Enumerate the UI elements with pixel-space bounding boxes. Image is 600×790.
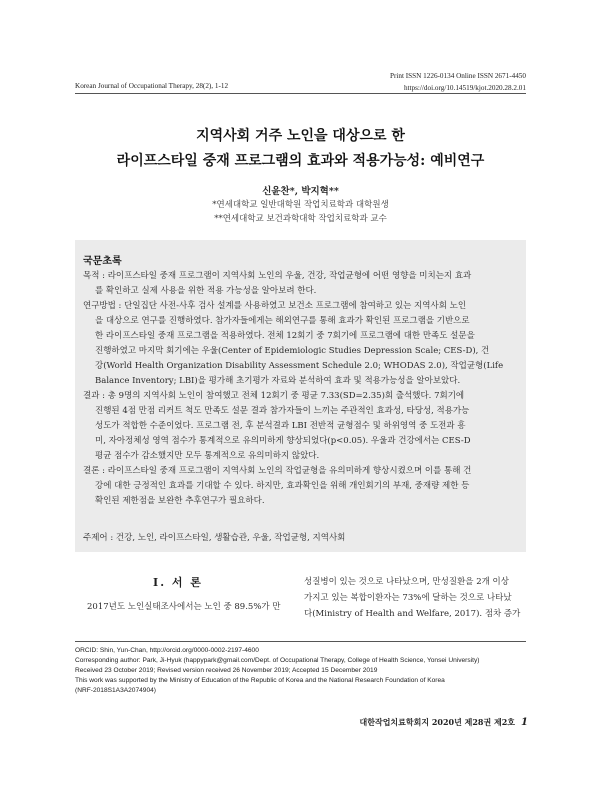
footnote-grant-number: (NRF-2018S1A3A2074904)	[75, 687, 157, 694]
abstract-line: 를 확인하고 실제 사용을 위한 적용 가능성을 알아보려 한다.	[95, 286, 317, 296]
intro-right-column	[304, 574, 526, 622]
page-footer	[360, 717, 528, 728]
abstract-line: 성도가 적합한 수준이었다. 프로그램 전, 후 분석결과 LBI 전반적 균형점수 및 하위영역 중 도전과 흥	[95, 421, 466, 431]
affiliation-2: **연세대학교 보건과학대학 작업치료학과 교수	[214, 214, 387, 224]
footnote-received-dates: Received 23 October 2019; Revised version received 26 November 2019; Accepted 15 December 2019	[75, 667, 378, 674]
header-divider	[75, 93, 526, 94]
footer-journal-issue: 대한작업치료학회지 2020년 제28권 제2호	[359, 717, 516, 727]
intro-right-line: 성질병이 있는 것으로 나타났으며, 만성질환을 2개 이상	[304, 577, 509, 587]
section-heading-introduction: Ⅰ. 서 론	[153, 576, 203, 589]
abstract-line: 미, 자아정체성 영역 점수가 통계적으로 유의미하게 향상되었다(p<0.05). 우울과 건강에서는 CES-D	[95, 436, 471, 446]
abstract-body	[83, 269, 521, 509]
footnote-corresponding-author: Corresponding author: Park, Ji-Hyuk (happypark@gmail.com/Dept. of Occupational Therapy, College of Health Science, Yonsei University)	[75, 657, 480, 664]
abstract-line: 강에 대한 긍정적인 효과를 기대할 수 있다. 하지만, 효과확인을 위해 개인회기의 부재, 중재량 제한 등	[95, 481, 470, 491]
abstract-line: 을 대상으로 연구를 진행하였다. 참가자들에게는 해외연구를 통해 효과가 확인된 프로그램을 기반으로	[95, 316, 470, 326]
abstract-line: 결과 : 총 9명의 지역사회 노인이 참여했고 전체 12회기 중 평균 7.33(SD=2.35)회 출석했다. 7회기에	[83, 391, 465, 401]
issn-doi-block	[390, 70, 526, 94]
paper-title-line-1: 지역사회 거주 노인을 대상으로 한	[196, 128, 405, 144]
abstract-line: 강(World Health Organization Disability Assessment Schedule 2.0; WHODAS 2.0), 작업균형(Life	[95, 361, 504, 371]
page-number: 1	[521, 717, 528, 728]
abstract-heading: 국문초록	[83, 256, 122, 267]
abstract-line: Balance Inventory; LBI)을 평가해 초기평가 자료와 분석하여 효과 및 적용가능성을 알아보았다.	[95, 376, 461, 386]
footnotes	[75, 646, 535, 696]
abstract-line: 한 라이프스타일 중재 프로그램을 적용하였다. 전체 12회기 중 7회기에 프로그램에 대한 만족도 설문을	[95, 331, 475, 341]
footnote-orcid[interactable]: ORCID: Shin, Yun-Chan, http://orcid.org/0000-0002-2197-4600	[75, 647, 259, 654]
paper-title-line-2: 라이프스타일 중재 프로그램의 효과와 적용가능성: 예비연구	[116, 153, 485, 169]
keywords: 주제어 : 건강, 노인, 라이프스타일, 생활습관, 우울, 작업균형, 지역사회	[83, 533, 346, 543]
intro-right-line: 가지고 있는 복합이환자는 73%에 달하는 것으로 나타났	[304, 593, 512, 603]
abstract-line: 평균 점수가 감소했지만 모두 통계적으로 유의미하지 않았다.	[95, 451, 320, 461]
footnote-funding: This work was supported by the Ministry of Education of the Republic of Korea and the National Research Foundation of Korea	[75, 677, 445, 684]
doi-link[interactable]: https://doi.org/10.14519/kjot.2020.28.2.01	[403, 84, 526, 92]
journal-citation: Korean Journal of Occupational Therapy, 28(2), 1-12	[75, 82, 229, 90]
footnote-divider	[75, 641, 526, 642]
abstract-line: 확인된 제한점을 보완한 추후연구가 필요하다.	[95, 496, 265, 506]
intro-right-line: 다(Ministry of Health and Welfare, 2017). 점차 증가	[304, 609, 521, 619]
author-list: 신윤찬*, 박지혁**	[262, 186, 339, 197]
abstract-line: 진행하였고 마지막 회기에는 우울(Center of Epidemiologic Studies Depression Scale; CES-D), 건	[95, 346, 490, 356]
abstract-line: 목적 : 라이프스타일 중재 프로그램이 지역사회 노인의 우울, 건강, 작업균형에 어떤 영향을 미치는지 효과	[83, 271, 472, 281]
abstract-line: 연구방법 : 단일집단 사전-사후 검사 설계를 사용하였고 보건소 프로그램에 참여하고 있는 지역사회 노인	[83, 301, 467, 311]
affiliation-1: *연세대학교 일반대학원 작업치료학과 대학원생	[212, 200, 389, 210]
intro-left-column-text: 2017년도 노인실태조사에서는 노인 중 89.5%가 만	[87, 602, 281, 612]
issn: Print ISSN 1226-0134 Online ISSN 2671-4450	[390, 72, 526, 80]
abstract-line: 결론 : 라이프스타일 중재 프로그램이 지역사회 노인의 작업균형을 유의미하게 향상시켰으며 이를 통해 건	[83, 466, 472, 476]
abstract-line: 진행된 4점 만점 리커트 척도 만족도 설문 결과 참가자들이 느끼는 주관적인 효과성, 타당성, 적용가능	[95, 406, 470, 416]
